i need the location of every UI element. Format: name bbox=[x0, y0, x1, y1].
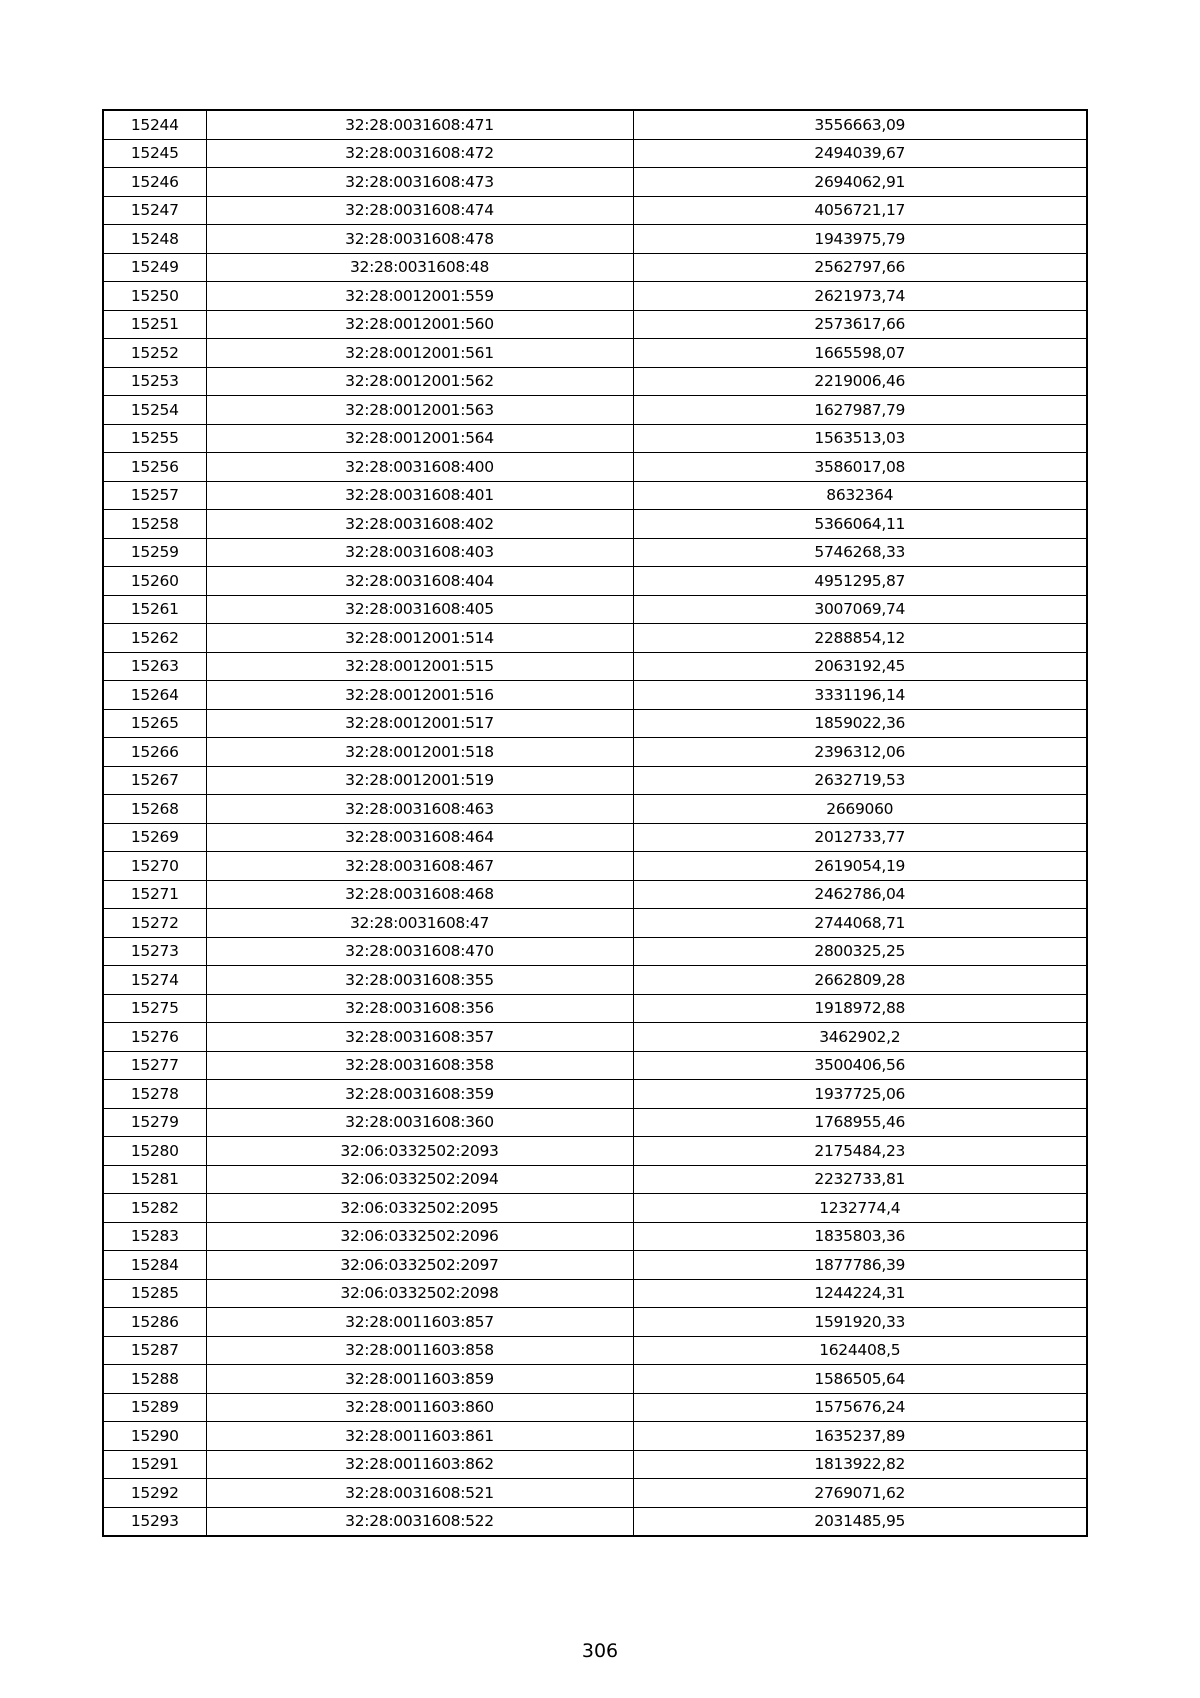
row-number-cell: 15256 bbox=[103, 453, 206, 482]
row-number-cell: 15265 bbox=[103, 709, 206, 738]
cadastral-value-cell: 2494039,67 bbox=[633, 139, 1087, 168]
cadastral-number-cell: 32:28:0031608:403 bbox=[206, 538, 633, 567]
cadastral-value-cell: 1937725,06 bbox=[633, 1080, 1087, 1109]
cadastral-value-cell: 2669060 bbox=[633, 795, 1087, 824]
cadastral-number-cell: 32:28:0031608:468 bbox=[206, 880, 633, 909]
cadastral-value-cell: 1575676,24 bbox=[633, 1393, 1087, 1422]
table-row bbox=[103, 367, 1087, 396]
cadastral-value-cell: 1624408,5 bbox=[633, 1336, 1087, 1365]
row-number-cell: 15271 bbox=[103, 880, 206, 909]
row-number-cell: 15254 bbox=[103, 396, 206, 425]
row-number-cell: 15263 bbox=[103, 652, 206, 681]
cadastral-number-cell: 32:28:0011603:860 bbox=[206, 1393, 633, 1422]
cadastral-number-cell: 32:28:0011603:857 bbox=[206, 1308, 633, 1337]
cadastral-value-cell: 1768955,46 bbox=[633, 1108, 1087, 1137]
cadastral-number-cell: 32:28:0012001:519 bbox=[206, 766, 633, 795]
row-number-cell: 15281 bbox=[103, 1165, 206, 1194]
row-number-cell: 15291 bbox=[103, 1450, 206, 1479]
cadastral-value-cell: 1918972,88 bbox=[633, 994, 1087, 1023]
cadastral-number-cell: 32:28:0031608:471 bbox=[206, 110, 633, 139]
row-number-cell: 15290 bbox=[103, 1422, 206, 1451]
cadastral-value-cell: 3586017,08 bbox=[633, 453, 1087, 482]
table-row bbox=[103, 795, 1087, 824]
table-row bbox=[103, 253, 1087, 282]
cadastral-number-cell: 32:28:0031608:357 bbox=[206, 1023, 633, 1052]
cadastral-value-cell: 2232733,81 bbox=[633, 1165, 1087, 1194]
cadastral-value-cell: 2396312,06 bbox=[633, 738, 1087, 767]
table-row bbox=[103, 1393, 1087, 1422]
cadastral-value-cell: 2562797,66 bbox=[633, 253, 1087, 282]
cadastral-number-cell: 32:28:0011603:859 bbox=[206, 1365, 633, 1394]
cadastral-number-cell: 32:28:0031608:467 bbox=[206, 852, 633, 881]
cadastral-number-cell: 32:28:0031608:47 bbox=[206, 909, 633, 938]
cadastral-value-cell: 3462902,2 bbox=[633, 1023, 1087, 1052]
table-row bbox=[103, 909, 1087, 938]
row-number-cell: 15289 bbox=[103, 1393, 206, 1422]
cadastral-number-cell: 32:28:0012001:563 bbox=[206, 396, 633, 425]
cadastral-value-cell: 2619054,19 bbox=[633, 852, 1087, 881]
table-row bbox=[103, 1365, 1087, 1394]
page-number: 306 bbox=[581, 1640, 619, 1662]
table-row bbox=[103, 139, 1087, 168]
cadastral-number-cell: 32:28:0031608:405 bbox=[206, 595, 633, 624]
cadastral-value-cell: 8632364 bbox=[633, 481, 1087, 510]
cadastral-number-cell: 32:28:0031608:473 bbox=[206, 168, 633, 197]
row-number-cell: 15287 bbox=[103, 1336, 206, 1365]
table-row bbox=[103, 1308, 1087, 1337]
cadastral-number-cell: 32:28:0031608:359 bbox=[206, 1080, 633, 1109]
row-number-cell: 15258 bbox=[103, 510, 206, 539]
row-number-cell: 15252 bbox=[103, 339, 206, 368]
table-body bbox=[103, 110, 1087, 1536]
cadastral-number-cell: 32:28:0031608:48 bbox=[206, 253, 633, 282]
table-row bbox=[103, 1108, 1087, 1137]
cadastral-number-cell: 32:06:0332502:2098 bbox=[206, 1279, 633, 1308]
cadastral-number-cell: 32:28:0012001:515 bbox=[206, 652, 633, 681]
table-row bbox=[103, 424, 1087, 453]
cadastral-number-cell: 32:28:0012001:560 bbox=[206, 310, 633, 339]
table-row bbox=[103, 880, 1087, 909]
row-number-cell: 15260 bbox=[103, 567, 206, 596]
cadastral-value-cell: 1665598,07 bbox=[633, 339, 1087, 368]
row-number-cell: 15245 bbox=[103, 139, 206, 168]
row-number-cell: 15266 bbox=[103, 738, 206, 767]
cadastral-number-cell: 32:28:0031608:463 bbox=[206, 795, 633, 824]
cadastral-number-cell: 32:06:0332502:2094 bbox=[206, 1165, 633, 1194]
cadastral-number-cell: 32:06:0332502:2093 bbox=[206, 1137, 633, 1166]
row-number-cell: 15285 bbox=[103, 1279, 206, 1308]
table-row bbox=[103, 168, 1087, 197]
row-number-cell: 15244 bbox=[103, 110, 206, 139]
table-row bbox=[103, 1279, 1087, 1308]
cadastral-value-cell: 1591920,33 bbox=[633, 1308, 1087, 1337]
cadastral-number-cell: 32:28:0031608:401 bbox=[206, 481, 633, 510]
cadastral-number-cell: 32:28:0031608:402 bbox=[206, 510, 633, 539]
cadastral-number-cell: 32:28:0012001:562 bbox=[206, 367, 633, 396]
row-number-cell: 15257 bbox=[103, 481, 206, 510]
table-row bbox=[103, 823, 1087, 852]
cadastral-number-cell: 32:28:0012001:514 bbox=[206, 624, 633, 653]
row-number-cell: 15273 bbox=[103, 937, 206, 966]
row-number-cell: 15253 bbox=[103, 367, 206, 396]
table-row bbox=[103, 1450, 1087, 1479]
table-row bbox=[103, 1051, 1087, 1080]
table-row bbox=[103, 652, 1087, 681]
row-number-cell: 15279 bbox=[103, 1108, 206, 1137]
cadastral-value-cell: 2694062,91 bbox=[633, 168, 1087, 197]
cadastral-value-cell: 3556663,09 bbox=[633, 110, 1087, 139]
row-number-cell: 15278 bbox=[103, 1080, 206, 1109]
row-number-cell: 15268 bbox=[103, 795, 206, 824]
cadastral-value-cell: 2063192,45 bbox=[633, 652, 1087, 681]
table-row bbox=[103, 1479, 1087, 1508]
cadastral-value-cell: 3331196,14 bbox=[633, 681, 1087, 710]
cadastral-value-cell: 2800325,25 bbox=[633, 937, 1087, 966]
row-number-cell: 15275 bbox=[103, 994, 206, 1023]
cadastral-value-cell: 2769071,62 bbox=[633, 1479, 1087, 1508]
row-number-cell: 15249 bbox=[103, 253, 206, 282]
row-number-cell: 15247 bbox=[103, 196, 206, 225]
row-number-cell: 15264 bbox=[103, 681, 206, 710]
cadastral-value-cell: 1635237,89 bbox=[633, 1422, 1087, 1451]
cadastral-number-cell: 32:28:0031608:521 bbox=[206, 1479, 633, 1508]
cadastral-value-cell: 3007069,74 bbox=[633, 595, 1087, 624]
table-row bbox=[103, 937, 1087, 966]
row-number-cell: 15274 bbox=[103, 966, 206, 995]
row-number-cell: 15284 bbox=[103, 1251, 206, 1280]
row-number-cell: 15255 bbox=[103, 424, 206, 453]
cadastral-number-cell: 32:28:0011603:858 bbox=[206, 1336, 633, 1365]
table-row bbox=[103, 538, 1087, 567]
cadastral-value-cell: 4951295,87 bbox=[633, 567, 1087, 596]
cadastral-number-cell: 32:06:0332502:2096 bbox=[206, 1222, 633, 1251]
cadastral-number-cell: 32:06:0332502:2097 bbox=[206, 1251, 633, 1280]
table-row bbox=[103, 1507, 1087, 1536]
table-row bbox=[103, 310, 1087, 339]
cadastral-value-cell: 2744068,71 bbox=[633, 909, 1087, 938]
table-row bbox=[103, 1023, 1087, 1052]
row-number-cell: 15277 bbox=[103, 1051, 206, 1080]
cadastral-number-cell: 32:28:0011603:862 bbox=[206, 1450, 633, 1479]
table-row bbox=[103, 282, 1087, 311]
row-number-cell: 15276 bbox=[103, 1023, 206, 1052]
cadastral-number-cell: 32:28:0031608:474 bbox=[206, 196, 633, 225]
cadastral-number-cell: 32:28:0031608:360 bbox=[206, 1108, 633, 1137]
cadastral-value-cell: 1244224,31 bbox=[633, 1279, 1087, 1308]
row-number-cell: 15272 bbox=[103, 909, 206, 938]
cadastral-value-cell: 2662809,28 bbox=[633, 966, 1087, 995]
cadastral-number-cell: 32:28:0031608:478 bbox=[206, 225, 633, 254]
cadastral-number-cell: 32:28:0012001:564 bbox=[206, 424, 633, 453]
table-row bbox=[103, 1336, 1087, 1365]
cadastral-value-cell: 1813922,82 bbox=[633, 1450, 1087, 1479]
row-number-cell: 15261 bbox=[103, 595, 206, 624]
cadastral-number-cell: 32:28:0012001:518 bbox=[206, 738, 633, 767]
row-number-cell: 15282 bbox=[103, 1194, 206, 1223]
cadastral-value-cell: 1232774,4 bbox=[633, 1194, 1087, 1223]
table-row bbox=[103, 1080, 1087, 1109]
table-row bbox=[103, 595, 1087, 624]
row-number-cell: 15250 bbox=[103, 282, 206, 311]
cadastral-number-cell: 32:28:0012001:517 bbox=[206, 709, 633, 738]
row-number-cell: 15262 bbox=[103, 624, 206, 653]
cadastral-value-cell: 4056721,17 bbox=[633, 196, 1087, 225]
table-row bbox=[103, 1251, 1087, 1280]
cadastral-value-cell: 2031485,95 bbox=[633, 1507, 1087, 1536]
table-row bbox=[103, 481, 1087, 510]
table-row bbox=[103, 709, 1087, 738]
row-number-cell: 15288 bbox=[103, 1365, 206, 1394]
row-number-cell: 15267 bbox=[103, 766, 206, 795]
table-row bbox=[103, 339, 1087, 368]
cadastral-value-cell: 2012733,77 bbox=[633, 823, 1087, 852]
table-row bbox=[103, 225, 1087, 254]
table-row bbox=[103, 966, 1087, 995]
table-row bbox=[103, 994, 1087, 1023]
cadastral-value-cell: 1627987,79 bbox=[633, 396, 1087, 425]
cadastral-value-cell: 3500406,56 bbox=[633, 1051, 1087, 1080]
cadastral-number-cell: 32:28:0012001:561 bbox=[206, 339, 633, 368]
cadastral-value-cell: 1835803,36 bbox=[633, 1222, 1087, 1251]
cadastral-number-cell: 32:28:0012001:559 bbox=[206, 282, 633, 311]
table-row bbox=[103, 453, 1087, 482]
row-number-cell: 15248 bbox=[103, 225, 206, 254]
cadastral-number-cell: 32:28:0031608:464 bbox=[206, 823, 633, 852]
cadastral-value-cell: 2621973,74 bbox=[633, 282, 1087, 311]
row-number-cell: 15286 bbox=[103, 1308, 206, 1337]
table-row bbox=[103, 396, 1087, 425]
cadastral-number-cell: 32:28:0031608:355 bbox=[206, 966, 633, 995]
cadastral-value-cell: 2462786,04 bbox=[633, 880, 1087, 909]
cadastral-number-cell: 32:28:0031608:358 bbox=[206, 1051, 633, 1080]
cadastral-value-cell: 2219006,46 bbox=[633, 367, 1087, 396]
cadastral-value-cell: 2632719,53 bbox=[633, 766, 1087, 795]
cadastral-number-cell: 32:28:0031608:470 bbox=[206, 937, 633, 966]
cadastral-number-cell: 32:28:0031608:400 bbox=[206, 453, 633, 482]
table-row bbox=[103, 110, 1087, 139]
cadastral-value-cell: 1877786,39 bbox=[633, 1251, 1087, 1280]
row-number-cell: 15283 bbox=[103, 1222, 206, 1251]
table-row bbox=[103, 1165, 1087, 1194]
cadastral-value-cell: 1586505,64 bbox=[633, 1365, 1087, 1394]
table-row bbox=[103, 1137, 1087, 1166]
table-row bbox=[103, 766, 1087, 795]
table-row bbox=[103, 1194, 1087, 1223]
row-number-cell: 15292 bbox=[103, 1479, 206, 1508]
cadastral-number-cell: 32:28:0011603:861 bbox=[206, 1422, 633, 1451]
cadastral-value-cell: 1859022,36 bbox=[633, 709, 1087, 738]
table-row bbox=[103, 681, 1087, 710]
row-number-cell: 15269 bbox=[103, 823, 206, 852]
cadastral-value-cell: 2573617,66 bbox=[633, 310, 1087, 339]
row-number-cell: 15251 bbox=[103, 310, 206, 339]
cadastral-number-cell: 32:06:0332502:2095 bbox=[206, 1194, 633, 1223]
table-row bbox=[103, 1422, 1087, 1451]
cadastral-number-cell: 32:28:0031608:356 bbox=[206, 994, 633, 1023]
cadastral-value-cell: 2288854,12 bbox=[633, 624, 1087, 653]
table-row bbox=[103, 852, 1087, 881]
table-row bbox=[103, 1222, 1087, 1251]
cadastral-number-cell: 32:28:0031608:404 bbox=[206, 567, 633, 596]
cadastral-value-table bbox=[102, 109, 1088, 1537]
cadastral-number-cell: 32:28:0012001:516 bbox=[206, 681, 633, 710]
row-number-cell: 15270 bbox=[103, 852, 206, 881]
table-row bbox=[103, 510, 1087, 539]
table-row bbox=[103, 567, 1087, 596]
table-row bbox=[103, 624, 1087, 653]
row-number-cell: 15259 bbox=[103, 538, 206, 567]
row-number-cell: 15280 bbox=[103, 1137, 206, 1166]
table-row bbox=[103, 196, 1087, 225]
cadastral-value-cell: 5366064,11 bbox=[633, 510, 1087, 539]
cadastral-value-cell: 5746268,33 bbox=[633, 538, 1087, 567]
row-number-cell: 15293 bbox=[103, 1507, 206, 1536]
table-row bbox=[103, 738, 1087, 767]
cadastral-value-cell: 1563513,03 bbox=[633, 424, 1087, 453]
row-number-cell: 15246 bbox=[103, 168, 206, 197]
cadastral-value-cell: 1943975,79 bbox=[633, 225, 1087, 254]
cadastral-number-cell: 32:28:0031608:472 bbox=[206, 139, 633, 168]
cadastral-number-cell: 32:28:0031608:522 bbox=[206, 1507, 633, 1536]
cadastral-value-cell: 2175484,23 bbox=[633, 1137, 1087, 1166]
